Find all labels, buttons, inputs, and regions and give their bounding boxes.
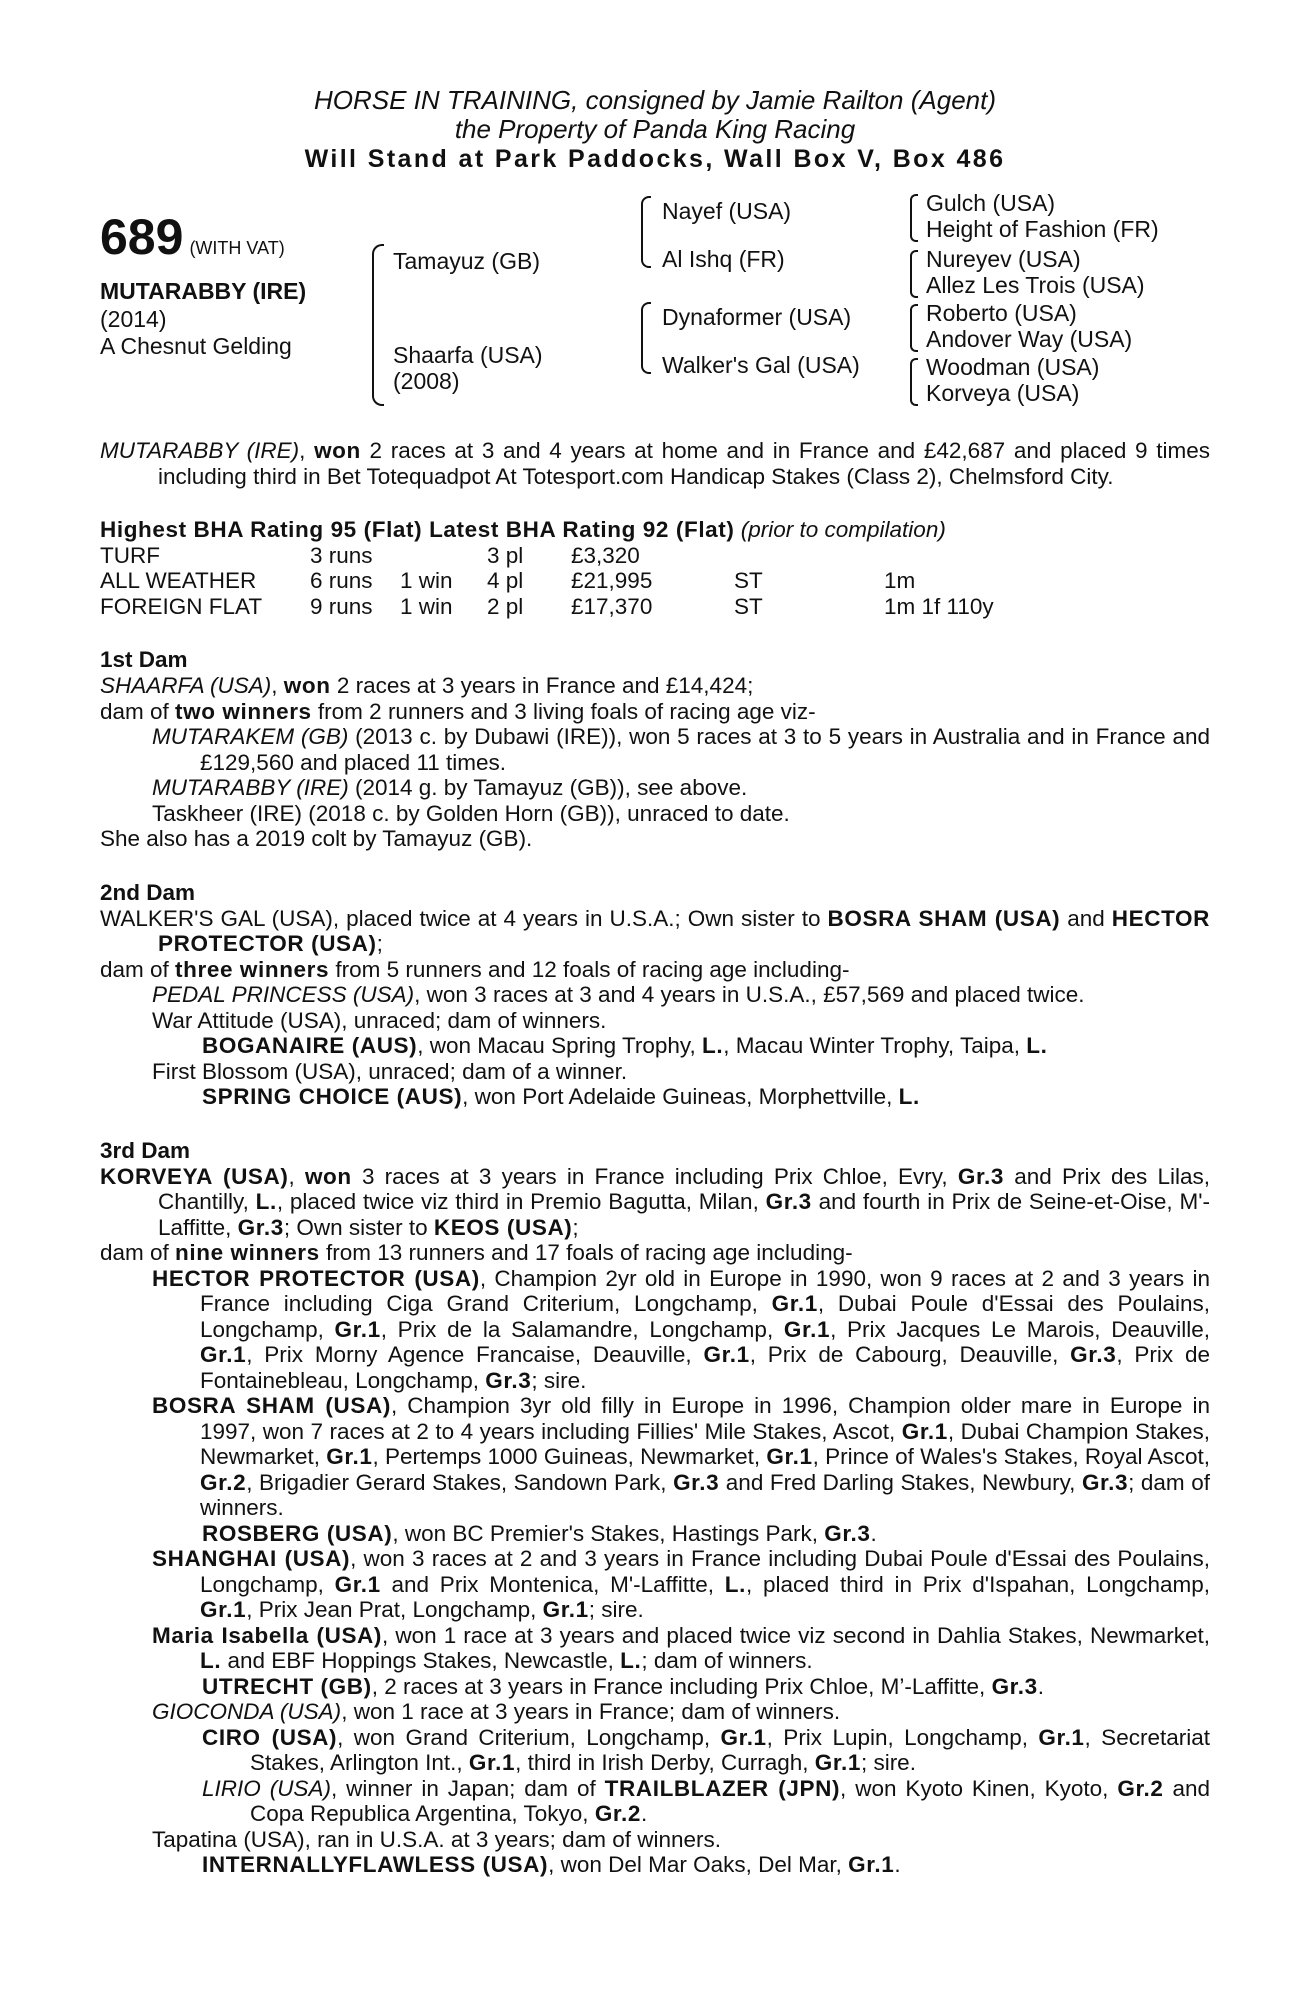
group-mark: Gr.1 [783, 1316, 831, 1342]
catalogue-page [100, 86, 1210, 1878]
progeny-text: , Dubai Poule d'Essai des Poulains, Longchamp, [200, 1291, 1211, 1342]
list-item [100, 982, 1210, 1008]
group-mark: Gr.1 [200, 1597, 247, 1622]
progeny-text: , third in Irish Derby, Curragh, [515, 1750, 815, 1775]
listed-mark: L. [724, 1571, 746, 1597]
list-item [100, 1084, 1210, 1110]
dam-dam: Walker's Gal (USA) [662, 352, 860, 378]
progeny-text: ; dam of winners. [200, 1469, 1210, 1520]
list-item [100, 1266, 1210, 1394]
won-label: won [283, 673, 331, 698]
produce-text: from 2 runners and 3 living foals of racing age viz- [311, 698, 816, 724]
produce-text: from 13 runners and 17 foals of racing age including- [319, 1240, 853, 1265]
gg-dam-3: Andover Way (USA) [926, 326, 1133, 352]
progeny-text: and Copa Republica Argentina, Tokyo, [250, 1775, 1211, 1826]
progeny-text: , Prix de Cabourg, Deauville, [749, 1342, 1071, 1367]
third-dam-produce-line [100, 1240, 1210, 1266]
list-item: Taskheer (IRE) (2018 c. by Golden Horn (GB)), unraced to date. [152, 800, 790, 826]
race-summary: MUTARABBY (IRE), won 2 races at 3 and 4 years at home and in France and £42,687 and placed 9 times including third in Bet Totequadpot At Totesport.com Handicap Stakes (Class 2), Chelmsford City. [100, 438, 1210, 489]
bha-rating [100, 517, 1210, 543]
gg-dam-2: Allez Les Trois (USA) [926, 272, 1145, 298]
progeny-text: , placed third in Prix d'Ispahan, Longchamp, [745, 1571, 1211, 1597]
gg-sire-3: Roberto (USA) [926, 300, 1077, 326]
punctuation: . [894, 1852, 901, 1877]
list-item: Tapatina (USA), ran in U.S.A. at 3 years; dam of winners. [152, 1826, 721, 1852]
record-surface: ST [734, 568, 763, 593]
punctuation: . [1037, 1673, 1045, 1699]
progeny-name: SPRING CHOICE (AUS) [202, 1084, 463, 1109]
group-mark: Gr.1 [766, 1444, 813, 1469]
record-prize: £17,370 [571, 593, 653, 619]
dam-text: 3 races at 3 years in France including Prix Chloe, Evry, [351, 1163, 958, 1189]
bha-rating-note: (prior to compilation) [740, 517, 946, 542]
winners-count: two winners [175, 698, 312, 724]
group-mark: Gr.1 [720, 1724, 767, 1750]
record-distance [884, 543, 994, 569]
progeny-name: BOSRA SHAM (USA) [152, 1393, 391, 1418]
winners-count: three winners [175, 956, 330, 982]
progeny-text: , won 3 races at 2 and 3 years in France including Dubai Poule d'Essai des Poulains, Longchamp, [200, 1546, 1210, 1597]
dam: Shaarfa (USA) [393, 342, 543, 368]
third-dam-line: KORVEYA (USA), won 3 races at 3 years in France including Prix Chloe, Evry, Gr.3 and Prix des Lilas, Chantilly, L., placed twice viz third in Premio Bagutta, Milan, Gr.3 and fourth in Prix de Seine-et-Oise, M'-Laffitte, Gr.3; Own sister to KEOS (USA); [100, 1163, 1210, 1240]
group-mark: Gr.1 [468, 1750, 516, 1775]
third-dam-heading: 3rd Dam [100, 1137, 191, 1163]
horse-name: MUTARABBY (IRE) [100, 278, 307, 304]
punctuation: ; [376, 931, 383, 956]
gg-dam-4: Korveya (USA) [926, 380, 1080, 406]
group-mark: Gr.1 [1038, 1724, 1085, 1750]
gg-sire-1: Gulch (USA) [926, 190, 1056, 216]
group-mark: Gr.3 [765, 1189, 812, 1214]
vat-label: (WITH VAT) [189, 238, 285, 258]
group-mark: Gr.1 [200, 1342, 247, 1367]
list-item [100, 1674, 1210, 1700]
group-mark: Gr.1 [326, 1444, 373, 1469]
group-mark: Gr.3 [237, 1214, 284, 1240]
listed-mark: L. [620, 1648, 642, 1673]
progeny-name: Maria Isabella (USA) [152, 1622, 382, 1648]
group-mark: Gr.1 [814, 1750, 861, 1775]
punctuation: ; [572, 1214, 579, 1240]
winners-count: nine winners [175, 1240, 320, 1265]
listed-mark: L. [898, 1084, 920, 1109]
listed-mark: L. [1026, 1033, 1048, 1058]
progeny-text: , Dubai Champion Stakes, Newmarket, [200, 1418, 1211, 1469]
progeny-text: , won Port Adelaide Guineas, Morphettville, [462, 1084, 899, 1109]
progeny-text: , Prix Jacques Le Marois, Deauville, [830, 1316, 1210, 1342]
progeny-text: , won BC Premier's Stakes, Hastings Park, [392, 1520, 825, 1546]
record-distance: 1m [884, 568, 916, 593]
progeny-text: , Prix Morny Agence Francaise, Deauville, [246, 1342, 704, 1367]
group-mark: Gr.3 [957, 1163, 1005, 1189]
progeny-text: and EBF Hoppings Stakes, Newcastle, [221, 1648, 621, 1673]
listed-mark: L. [701, 1033, 724, 1058]
group-mark: Gr.1 [334, 1316, 381, 1342]
list-item [100, 1393, 1210, 1521]
progeny-text: , won Macau Spring Trophy, [417, 1033, 702, 1058]
pedigree-block [100, 188, 1210, 426]
record-wins: 1 win [400, 568, 453, 593]
group-mark: Gr.3 [1081, 1469, 1129, 1495]
dam-sire: Dynaformer (USA) [662, 304, 852, 330]
race-record-table [100, 543, 994, 620]
progeny-name: BOGANAIRE (AUS) [202, 1033, 418, 1058]
horse-description: A Chesnut Gelding [100, 333, 292, 359]
ratings-block [100, 517, 1210, 619]
list-item [100, 1623, 1210, 1674]
group-mark: Gr.2 [1117, 1775, 1164, 1801]
record-runs: 6 runs [310, 568, 373, 593]
punctuation: . [641, 1801, 648, 1826]
record-surface [734, 543, 884, 569]
horse-year: (2014) [100, 306, 167, 332]
dam-text: and fourth in Prix de Seine-et-Oise, M'-Laffitte, [158, 1189, 1210, 1240]
produce-prefix: dam of [100, 1240, 176, 1265]
listed-mark: L. [255, 1189, 277, 1214]
list-item [100, 724, 1210, 775]
dam-name: SHAARFA (USA) [100, 673, 272, 698]
dam-text: WALKER'S GAL (USA), placed twice at 4 years in U.S.A.; Own sister to [100, 905, 828, 931]
table-row [100, 543, 994, 569]
second-dam-heading: 2nd Dam [100, 879, 196, 905]
table-row [100, 568, 994, 594]
group-mark: Gr.3 [824, 1520, 871, 1546]
progeny-name: SHANGHAI (USA) [152, 1546, 351, 1571]
record-type: FOREIGN FLAT [100, 593, 263, 619]
group-mark: Gr.1 [542, 1597, 589, 1622]
list-item: War Attitude (USA), unraced; dam of winners. [152, 1007, 607, 1033]
progeny-text: and Fred Darling Stakes, Newbury, [719, 1469, 1082, 1495]
pedigree-bracket [910, 304, 918, 352]
record-placed: 4 pl [487, 568, 524, 593]
first-dam-line: SHAARFA (USA), won 2 races at 3 years in France and £14,424; [100, 673, 754, 698]
progeny-text: and Prix Montenica, M'-Laffitte, [380, 1571, 725, 1597]
bha-rating-text: Highest BHA Rating 95 (Flat) Latest BHA Rating 92 (Flat) [100, 517, 735, 542]
produce-prefix: dam of [100, 698, 176, 724]
progeny-text: ; dam of winners. [641, 1648, 813, 1673]
list-item: First Blossom (USA), unraced; dam of a winner. [152, 1058, 628, 1084]
gg-sire-2: Nureyev (USA) [926, 246, 1081, 272]
progeny-name: CIRO (USA) [202, 1724, 338, 1750]
lot-number [100, 210, 285, 275]
progeny-text: (2014 g. by Tamayuz (GB)), see above. [348, 775, 748, 800]
progeny-name: GIOCONDA (USA) [152, 1699, 342, 1724]
progeny-name: LIRIO (USA) [202, 1775, 331, 1801]
record-runs: 3 runs [310, 542, 373, 568]
listed-mark: L. [200, 1648, 222, 1673]
progeny-name: UTRECHT (GB) [202, 1673, 372, 1699]
group-mark: Gr.3 [673, 1469, 720, 1495]
dam-text: , placed twice viz third in Premio Bagutta, Milan, [276, 1189, 766, 1214]
first-dam-produce-line [100, 699, 1210, 725]
record-prize: £3,320 [571, 542, 640, 568]
record-prize: £21,995 [571, 568, 653, 593]
group-mark: Gr.1 [901, 1418, 948, 1444]
record-runs: 9 runs [310, 593, 373, 619]
progeny-name: MUTARAKEM (GB) [152, 724, 349, 749]
summary-horse: MUTARABBY (IRE) [100, 438, 300, 463]
progeny-text: , Champion 3yr old filly in Europe in 1996, Champion older mare in Europe in 1997, won 7 races at 2 to 4 years including Fillies' Mile Stakes, Ascot, [200, 1393, 1211, 1444]
group-mark: Gr.3 [485, 1367, 532, 1393]
list-item [100, 1699, 1210, 1725]
progeny-text: (2013 c. by Dubawi (IRE)), won 5 races at 3 to 5 years in Australia and in France and £129,560 and placed 11 times. [200, 724, 1210, 775]
list-item [100, 1852, 1210, 1878]
list-item [100, 1033, 1210, 1059]
conjunction: and [1060, 905, 1112, 931]
dam-year: (2008) [393, 368, 460, 394]
consignor-line: HORSE IN TRAINING, consigned by Jamie Railton (Agent) [313, 85, 997, 115]
progeny-text: , Macau Winter Trophy, Taipa, [723, 1033, 1027, 1058]
gg-dam-1: Height of Fashion (FR) [926, 216, 1159, 242]
produce-prefix: dam of [100, 956, 176, 982]
group-mark: Gr.3 [991, 1673, 1038, 1699]
group-mark: Gr.1 [771, 1291, 818, 1316]
pedigree-bracket [910, 194, 918, 242]
record-placed: 3 pl [487, 542, 524, 568]
progeny-name: ROSBERG (USA) [202, 1520, 393, 1546]
first-dam-heading: 1st Dam [100, 647, 188, 672]
group-mark: Gr.2 [200, 1469, 247, 1495]
sire-sire: Nayef (USA) [662, 198, 792, 224]
list-item [100, 1776, 1210, 1827]
progeny-text: , Prix de la Salamandre, Longchamp, [380, 1316, 784, 1342]
gg-sire-4: Woodman (USA) [926, 354, 1100, 380]
foal-note: She also has a 2019 colt by Tamayuz (GB). [100, 826, 533, 851]
progeny-text: , Brigadier Gerard Stakes, Sandown Park, [246, 1469, 674, 1495]
list-item [100, 1725, 1210, 1776]
list-item [100, 1521, 1210, 1547]
sibling-name: BOSRA SHAM (USA) [827, 905, 1061, 931]
record-wins [400, 543, 487, 569]
punctuation: . [870, 1520, 877, 1546]
record-surface: ST [734, 593, 763, 619]
pedigree-bracket [910, 358, 918, 406]
progeny-text: , Prince of Wales's Stakes, Royal Ascot, [812, 1444, 1210, 1469]
progeny-text: , won Grand Criterium, Longchamp, [337, 1724, 721, 1750]
lot-number-value: 689 [100, 209, 184, 265]
record-type: TURF [100, 542, 160, 568]
dam-text: and Prix des Lilas, Chantilly, [158, 1163, 1210, 1214]
progeny-text: , Prix Jean Prat, Longchamp, [246, 1597, 543, 1622]
dam-name: KORVEYA (USA) [100, 1163, 289, 1189]
list-item [100, 1546, 1210, 1623]
progeny-text: , Prix Lupin, Longchamp, [766, 1724, 1039, 1750]
won-label: won [304, 1163, 352, 1189]
pedigree-bracket [372, 244, 384, 406]
group-mark: Gr.1 [848, 1852, 895, 1877]
progeny-text: , winner in Japan; dam of [330, 1775, 605, 1801]
progeny-text: , Secretariat Stakes, Arlington Int., [250, 1724, 1210, 1775]
progeny-text: , Pertemps 1000 Guineas, Newmarket, [372, 1444, 767, 1469]
record-placed: 2 pl [487, 593, 524, 619]
progeny-text: , 2 races at 3 years in France including Prix Chloe, M’-Laffitte, [371, 1673, 992, 1699]
progeny-text: , Prix de Fontainebleau, Longchamp, [200, 1342, 1210, 1393]
group-mark: Gr.2 [594, 1801, 641, 1826]
progeny-name: HECTOR PROTECTOR (USA) [152, 1265, 480, 1291]
dam-text: 2 races at 3 years in France and £14,424; [330, 673, 754, 698]
progeny-text: ; sire. [531, 1367, 587, 1393]
progeny-name: PEDAL PRINCESS (USA) [152, 982, 415, 1007]
stabling-line: Will Stand at Park Paddocks, Wall Box V, Box 486 [304, 145, 1006, 173]
progeny-name: MUTARABBY (IRE) [152, 775, 349, 800]
group-mark: Gr.1 [334, 1571, 381, 1597]
record-wins: 1 win [400, 593, 453, 619]
record-distance: 1m 1f 110y [884, 593, 994, 619]
group-mark: Gr.3 [1070, 1342, 1117, 1367]
sire: Tamayuz (GB) [393, 248, 540, 274]
second-dam-produce-line [100, 957, 1210, 983]
sibling-name: HECTOR PROTECTOR (USA) [158, 905, 1210, 956]
second-dam-line [100, 906, 1210, 957]
progeny-text: , won 1 race at 3 years and placed twice viz second in Dahlia Stakes, Newmarket, [382, 1622, 1210, 1648]
table-row [100, 594, 994, 620]
progeny-text: , won Kyoto Kinen, Kyoto, [840, 1775, 1118, 1801]
produce-text: from 5 runners and 12 foals of racing age including- [329, 956, 850, 982]
property-line: the Property of Panda King Racing [454, 114, 856, 144]
progeny-text: , won Del Mar Oaks, Del Mar, [548, 1852, 849, 1877]
list-item [100, 775, 1210, 801]
group-mark: Gr.1 [703, 1342, 750, 1367]
summary-text: 2 races at 3 and 4 years at home and in France and £42,687 and placed 9 times including third in Bet Totequadpot At Totesport.com Handicap Stakes (Class 2), Chelmsford City. [158, 438, 1210, 489]
progeny-text: ; sire. [588, 1597, 644, 1622]
won-label: won [314, 438, 361, 463]
record-type: ALL WEATHER [100, 568, 257, 593]
progeny-name: TRAILBLAZER (JPN) [604, 1775, 841, 1801]
pedigree-bracket [910, 250, 918, 298]
progeny-text: ; sire. [860, 1750, 916, 1775]
progeny-text: , Champion 2yr old in Europe in 1990, won 9 races at 2 and 3 years in France including Ciga Grand Criterium, Longchamp, [200, 1265, 1210, 1316]
pedigree-bracket [641, 302, 651, 374]
pedigree-bracket [641, 196, 651, 268]
sire-dam: Al Ishq (FR) [662, 246, 785, 272]
progeny-text: , won 1 race at 3 years in France; dam of winners. [341, 1699, 841, 1724]
dam-text: ; Own sister to [283, 1214, 434, 1240]
progeny-text: , won 3 races at 3 and 4 years in U.S.A., £57,569 and placed twice. [414, 982, 1085, 1007]
sibling-name: KEOS (USA) [433, 1214, 573, 1240]
progeny-name: INTERNALLYFLAWLESS (USA) [202, 1852, 549, 1877]
